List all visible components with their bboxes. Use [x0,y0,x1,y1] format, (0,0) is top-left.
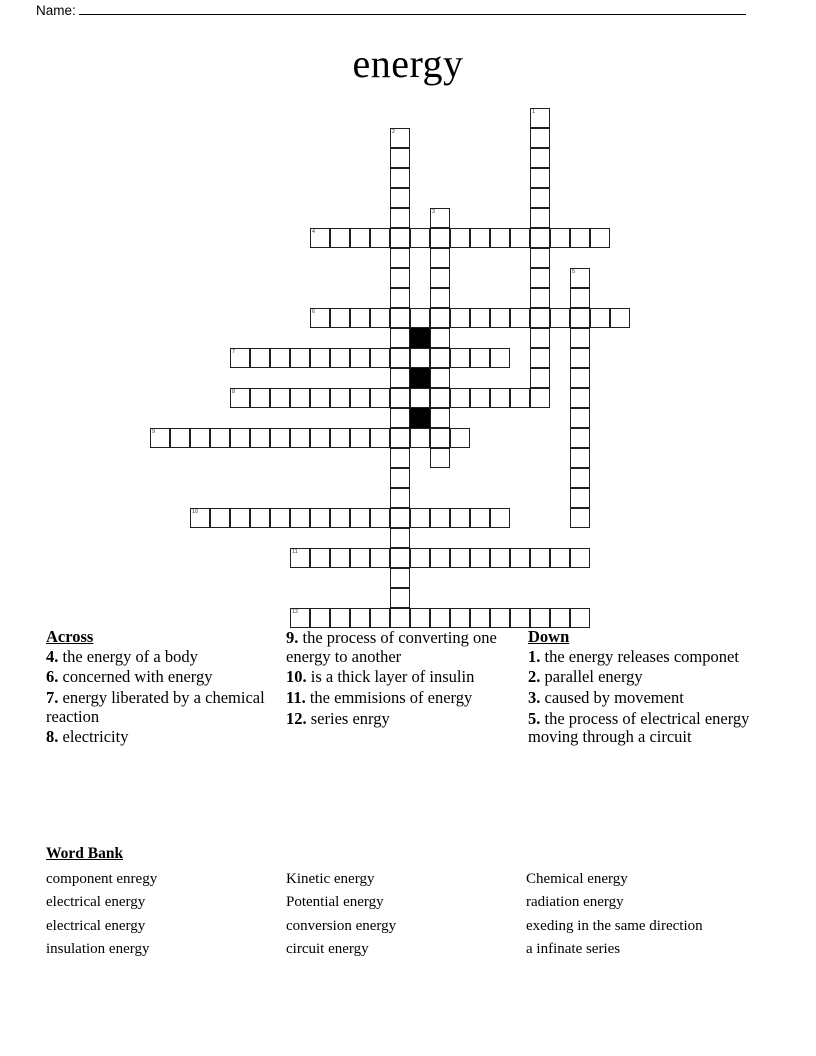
grid-cell[interactable] [410,548,430,568]
down-heading: Down [528,627,570,646]
word-bank-item: radiation energy [526,894,624,911]
grid-cell[interactable] [430,608,450,628]
down-clues-column [528,628,760,749]
grid-cell[interactable] [290,508,310,528]
grid-cell[interactable] [350,548,370,568]
grid-cell[interactable] [350,608,370,628]
grid-cell[interactable] [270,388,290,408]
grid-cell[interactable] [170,428,190,448]
page-title: energy [352,41,464,86]
clue-number: 3. [528,687,541,707]
clue-across-8[interactable] [46,728,274,747]
clue-text: electricity [62,727,129,747]
grid-cell[interactable] [350,228,370,248]
grid-cell[interactable] [270,428,290,448]
name-label: Name: [36,3,76,18]
clue-across-7[interactable] [46,689,274,726]
grid-cell[interactable] [430,268,450,288]
clue-text: is a thick layer of insulin [310,667,475,687]
grid-cell[interactable] [390,348,410,368]
grid-cell[interactable] [390,328,410,348]
word-bank-column-3 [526,868,766,961]
grid-cell[interactable] [390,428,410,448]
grid-cell[interactable] [210,428,230,448]
grid-cell[interactable] [230,508,250,528]
grid-cell[interactable] [390,588,410,608]
grid-cell-number: 1 [532,109,536,115]
clue-number: 8. [46,727,59,747]
grid-cell[interactable] [230,428,250,448]
word-bank-item: insulation energy [46,940,150,957]
grid-cell[interactable] [570,428,590,448]
clue-number: 6. [46,667,59,687]
grid-cell[interactable] [610,308,630,328]
word-bank-item: circuit energy [286,940,369,957]
grid-cell[interactable] [570,408,590,428]
grid-cell-number: 2 [392,129,396,135]
clue-number: 11. [286,687,306,707]
grid-cell[interactable] [570,388,590,408]
clue-number: 12. [286,708,307,728]
grid-cell[interactable] [530,208,550,228]
clue-number: 4. [46,646,59,666]
grid-cell[interactable] [390,228,410,248]
grid-cell[interactable] [390,468,410,488]
grid-cell[interactable] [330,308,350,328]
grid-cell[interactable] [570,548,590,568]
grid-cell-number: 8 [232,389,236,395]
grid-cell[interactable] [490,508,510,528]
grid-cell[interactable] [450,308,470,328]
grid-cell[interactable] [430,288,450,308]
word-bank-item: a infinate series [526,940,621,957]
grid-cell[interactable] [570,268,590,288]
grid-cell[interactable] [530,328,550,348]
grid-cell[interactable] [310,388,330,408]
grid-cell[interactable] [530,228,550,248]
grid-cell[interactable] [530,188,550,208]
grid-cell[interactable] [330,548,350,568]
grid-cell[interactable] [350,508,370,528]
clue-text: parallel energy [544,667,643,687]
grid-cell[interactable] [310,348,330,368]
grid-cell[interactable] [490,388,510,408]
grid-cell[interactable] [530,108,550,128]
grid-cell[interactable] [350,388,370,408]
grid-cell-number: 9 [152,429,156,435]
clue-across-11[interactable] [286,689,514,708]
grid-cell[interactable] [370,388,390,408]
grid-cell[interactable] [330,388,350,408]
grid-cell[interactable] [370,508,390,528]
grid-cell[interactable] [450,608,470,628]
across-clues-column-1 [46,628,274,749]
grid-cell[interactable] [310,228,330,248]
grid-cell[interactable] [490,308,510,328]
word-bank [46,845,786,961]
grid-cell[interactable] [570,608,590,628]
clue-across-4[interactable] [46,648,274,667]
clue-across-10[interactable] [286,668,514,687]
grid-cell[interactable] [310,608,330,628]
grid-cell[interactable] [310,508,330,528]
grid-cell[interactable] [270,508,290,528]
grid-cell[interactable] [430,248,450,268]
word-bank-item: Potential energy [286,894,384,911]
grid-cell[interactable] [430,208,450,228]
grid-cell[interactable] [510,308,530,328]
grid-cell[interactable] [330,228,350,248]
grid-cell[interactable] [390,248,410,268]
clue-text: energy liberated by a chemical reaction [46,687,265,726]
grid-cell[interactable] [430,368,450,388]
grid-cell[interactable] [390,608,410,628]
grid-cell[interactable] [430,548,450,568]
grid-cell[interactable] [370,608,390,628]
grid-cell[interactable] [530,368,550,388]
clue-down-1[interactable] [528,648,760,667]
grid-cell[interactable] [330,508,350,528]
clue-down-3[interactable] [528,689,760,708]
grid-cell[interactable] [370,228,390,248]
clue-number: 2. [528,667,541,687]
grid-cell[interactable] [410,388,430,408]
grid-cell[interactable] [390,528,410,548]
clue-text: the energy of a body [62,646,198,666]
grid-cell[interactable] [330,428,350,448]
grid-cell[interactable] [250,388,270,408]
grid-cell[interactable] [390,408,410,428]
grid-cell[interactable] [290,388,310,408]
grid-cell[interactable] [430,348,450,368]
word-bank-item: electrical energy [46,894,146,911]
grid-cell[interactable] [530,388,550,408]
grid-cell[interactable] [510,228,530,248]
grid-cell[interactable] [390,568,410,588]
grid-cell[interactable] [390,448,410,468]
grid-cell[interactable] [270,348,290,368]
grid-cell[interactable] [570,328,590,348]
clue-text: concerned with energy [62,667,213,687]
grid-cell[interactable] [530,148,550,168]
grid-cell[interactable] [390,268,410,288]
grid-cell[interactable] [470,548,490,568]
word-bank-columns [46,868,786,961]
grid-cell[interactable] [550,608,570,628]
grid-cell[interactable] [250,508,270,528]
grid-cell[interactable] [490,608,510,628]
grid-cell[interactable] [550,548,570,568]
grid-cell-number: 5 [572,269,576,275]
grid-cell[interactable] [370,348,390,368]
grid-cell-blocked [410,408,430,428]
grid-cell[interactable] [450,428,470,448]
clue-across-6[interactable] [46,668,274,687]
grid-cell[interactable] [470,508,490,528]
grid-cell[interactable] [250,348,270,368]
grid-cell[interactable] [590,228,610,248]
grid-cell[interactable] [310,428,330,448]
grid-cell[interactable] [410,608,430,628]
clue-down-2[interactable] [528,668,760,687]
clue-down-5[interactable] [528,710,760,747]
grid-cell[interactable] [530,308,550,328]
grid-cell[interactable] [530,128,550,148]
grid-cell[interactable] [530,348,550,368]
clue-number: 5. [528,708,541,728]
grid-cell[interactable] [310,548,330,568]
grid-cell[interactable] [490,228,510,248]
grid-cell[interactable] [410,308,430,328]
grid-cell-number: 3 [432,209,436,215]
word-bank-item: Chemical energy [526,871,628,887]
grid-cell[interactable] [210,508,230,528]
grid-cell[interactable] [390,188,410,208]
grid-cell[interactable] [530,248,550,268]
grid-cell[interactable] [230,348,250,368]
grid-cell[interactable] [390,488,410,508]
clue-number: 7. [46,687,59,707]
grid-cell[interactable] [410,228,430,248]
grid-cell[interactable] [430,408,450,428]
grid-cell[interactable] [530,548,550,568]
clues-section [0,628,816,828]
grid-cell[interactable] [390,168,410,188]
word-bank-item: electrical energy [46,917,146,934]
grid-cell[interactable] [410,508,430,528]
grid-cell[interactable] [290,348,310,368]
grid-cell[interactable] [470,348,490,368]
grid-cell[interactable] [390,288,410,308]
grid-cell[interactable] [370,428,390,448]
clue-text: the energy releases componet [544,646,739,666]
grid-cell[interactable] [230,388,250,408]
across-heading: Across [46,627,94,646]
grid-cell[interactable] [570,488,590,508]
clue-text: the process of electrical energy moving through a circuit [528,708,750,747]
grid-cell[interactable] [290,608,310,628]
grid-cell[interactable] [490,348,510,368]
grid-cell[interactable] [490,548,510,568]
grid-cell[interactable] [430,328,450,348]
grid-cell[interactable] [530,168,550,188]
word-bank-heading: Word Bank [46,845,124,862]
grid-cell[interactable] [550,308,570,328]
across-clues-column-2 [286,628,514,730]
grid-cell[interactable] [530,288,550,308]
grid-cell-number: 6 [312,309,316,315]
grid-cell[interactable] [470,608,490,628]
grid-cell-number: 4 [312,229,316,235]
grid-cell[interactable] [390,508,410,528]
grid-cell[interactable] [150,428,170,448]
clue-number: 1. [528,646,541,666]
grid-cell[interactable] [590,308,610,328]
grid-cell[interactable] [430,388,450,408]
word-bank-item: exeding in the same direction [526,917,703,934]
grid-cell[interactable] [450,388,470,408]
grid-cell-number: 10 [192,509,199,515]
grid-cell-number: 7 [232,349,236,355]
grid-cell[interactable] [390,308,410,328]
clue-text: the emmisions of energy [309,687,473,707]
grid-cell[interactable] [390,148,410,168]
grid-cell[interactable] [390,368,410,388]
grid-cell[interactable] [450,348,470,368]
grid-cell[interactable] [570,228,590,248]
grid-cell[interactable] [350,308,370,328]
grid-cell[interactable] [510,388,530,408]
grid-cell[interactable] [390,388,410,408]
grid-cell[interactable] [350,348,370,368]
grid-cell[interactable] [410,428,430,448]
grid-cell[interactable] [390,208,410,228]
grid-cell-blocked [410,368,430,388]
grid-cell[interactable] [290,428,310,448]
word-bank-column-2 [286,868,526,961]
clue-across-12[interactable] [286,710,514,729]
grid-cell[interactable] [550,228,570,248]
grid-cell[interactable] [430,228,450,248]
grid-cell[interactable] [450,548,470,568]
grid-cell[interactable] [310,308,330,328]
grid-cell[interactable] [350,428,370,448]
grid-cell[interactable] [430,508,450,528]
grid-cell[interactable] [430,428,450,448]
grid-cell[interactable] [410,348,430,368]
grid-cell[interactable] [430,308,450,328]
grid-cell[interactable] [190,508,210,528]
grid-cell[interactable] [290,548,310,568]
grid-cell[interactable] [570,468,590,488]
grid-cell-number: 11 [292,549,298,555]
clue-text: the process of converting one energy to another [286,628,497,666]
word-bank-item: component enregy [46,871,158,887]
grid-cell[interactable] [370,548,390,568]
clue-number: 10. [286,667,307,687]
grid-cell[interactable] [510,548,530,568]
grid-cell[interactable] [430,448,450,468]
clue-text: series enrgy [310,708,390,728]
word-bank-column-1 [46,868,286,961]
grid-cell[interactable] [530,268,550,288]
grid-cell[interactable] [250,428,270,448]
grid-cell[interactable] [530,608,550,628]
grid-cell[interactable] [570,508,590,528]
grid-cell-blocked [410,328,430,348]
grid-cell[interactable] [330,348,350,368]
grid-cell[interactable] [470,228,490,248]
grid-cell[interactable] [330,608,350,628]
grid-cell[interactable] [470,308,490,328]
grid-cell[interactable] [450,228,470,248]
clue-number: 9. [286,628,299,647]
grid-cell[interactable] [190,428,210,448]
clue-across-9[interactable] [286,629,514,666]
grid-cell[interactable] [390,128,410,148]
grid-cell[interactable] [570,308,590,328]
grid-cell[interactable] [570,448,590,468]
grid-cell[interactable] [570,368,590,388]
grid-cell[interactable] [450,508,470,528]
word-bank-item: Kinetic energy [286,871,375,887]
grid-cell[interactable] [370,308,390,328]
grid-cell[interactable] [510,608,530,628]
grid-cell[interactable] [570,348,590,368]
grid-cell[interactable] [390,548,410,568]
grid-cell[interactable] [570,288,590,308]
grid-cell-number: 12 [292,609,299,615]
grid-cell[interactable] [470,388,490,408]
clue-text: caused by movement [544,687,684,707]
word-bank-item: conversion energy [286,917,397,934]
